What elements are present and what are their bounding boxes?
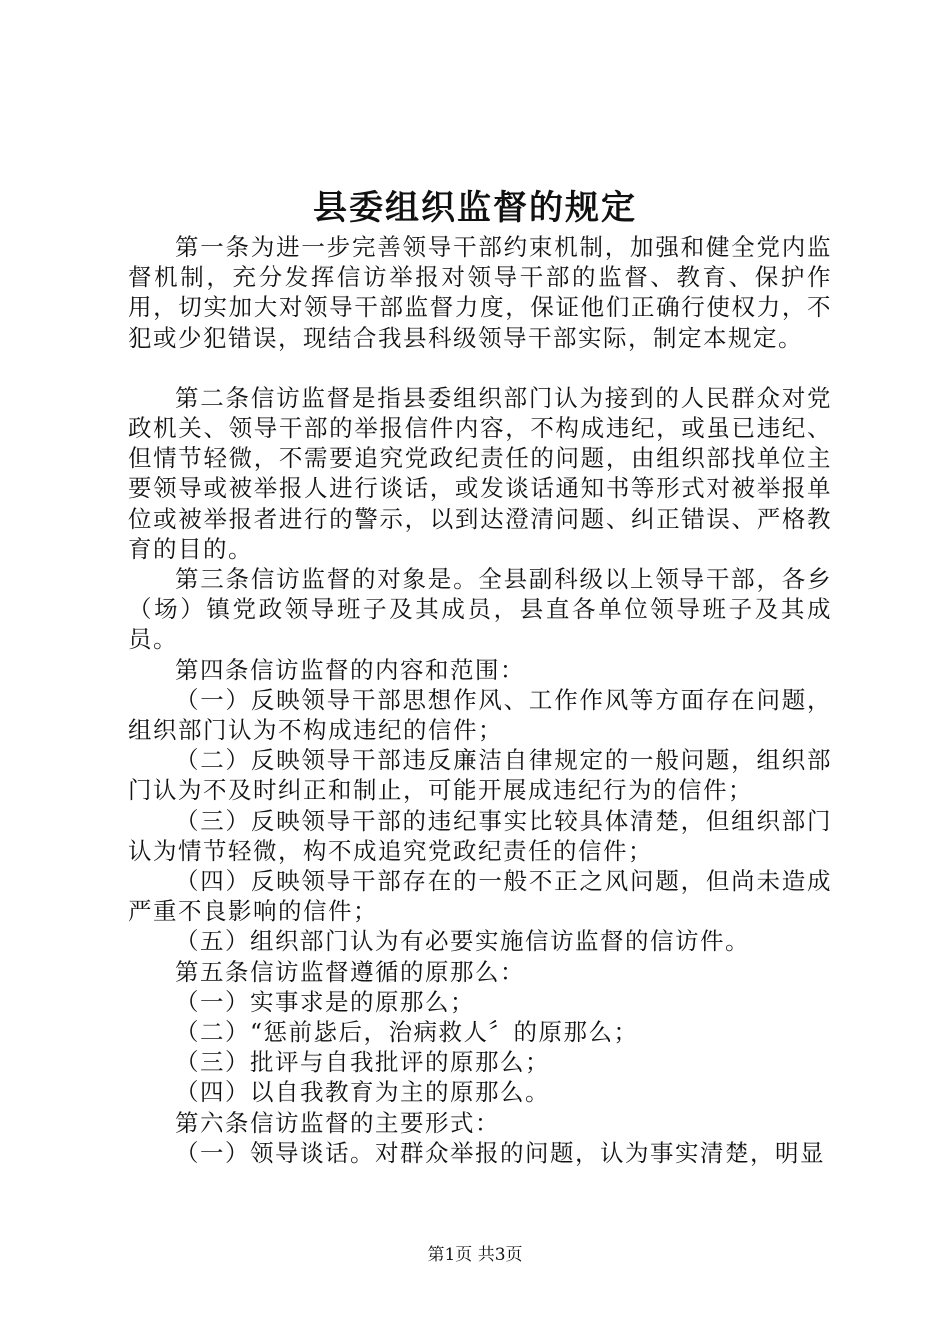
paragraph-item: （一）反映领导干部思想作风、工作作风等方面存在问题，组织部门认为不构成违纪的信件；	[128, 685, 832, 745]
paragraph-item: （一）实事求是的原那么；	[175, 987, 475, 1016]
page-footer: 第1页 共3页	[427, 1245, 523, 1265]
paragraph-article-1: 第一条为进一步完善领导干部约束机制，加强和健全党内监督机制，充分发挥信访举报对领导干部的监督、教育、保护作用，切实加大对领导干部监督力度，保证他们正确行使权力，不犯或少犯错误，现结合我县科级领导干部实际，制定本规定。	[128, 233, 832, 352]
paragraph-article-6: 第六条信访监督的主要形式：	[175, 1108, 500, 1137]
paragraph-item: （二）“惩前毖后，治病救人〞的原那么；	[175, 1018, 639, 1047]
paragraph-article-5: 第五条信访监督遵循的原那么：	[175, 957, 525, 986]
paragraph-item: （二）反映领导干部违反廉洁自律规定的一般问题，组织部门认为不及时纠正和制止，可能开展成违纪行为的信件；	[128, 746, 832, 805]
paragraph-article-3: 第三条信访监督的对象是。全县副科级以上领导干部，各乡（场）镇党政领导班子及其成员，县直各单位领导班子及其成员。	[128, 565, 832, 654]
paragraph-item: （五）组织部门认为有必要实施信访监督的信访件。	[175, 927, 750, 956]
document-body	[128, 232, 832, 1168]
paragraph-article-2: 第二条信访监督是指县委组织部门认为接到的人民群众对党政机关、领导干部的举报信件内容，不构成违纪，或虽已违纪、但情节轻微，不需要追究党政纪责任的问题，由组织部找单位主要领导或被举报人进行谈话，或发谈话通知书等形式对被举报单位或被举报者进行的警示，以到达澄清问题、纠正错误、严格教育的目的。	[128, 383, 832, 563]
paragraph-item: （四）反映领导干部存在的一般不正之风问题，但尚未造成严重不良影响的信件；	[128, 867, 832, 926]
paragraph-item: （三）反映领导干部的违纪事实比较具体清楚，但组织部门认为情节轻微，构不成追究党政纪责任的信件；	[128, 806, 832, 865]
document-title: 县委组织监督的规定	[313, 188, 637, 228]
paragraph-article-4: 第四条信访监督的内容和范围：	[175, 655, 525, 684]
paragraph-item: （一）领导谈话。对群众举报的问题，认为事实清楚，明显	[175, 1138, 825, 1167]
paragraph-item: （四）以自我教育为主的原那么。	[175, 1078, 550, 1107]
paragraph-item: （三）批评与自我批评的原那么；	[175, 1048, 550, 1077]
